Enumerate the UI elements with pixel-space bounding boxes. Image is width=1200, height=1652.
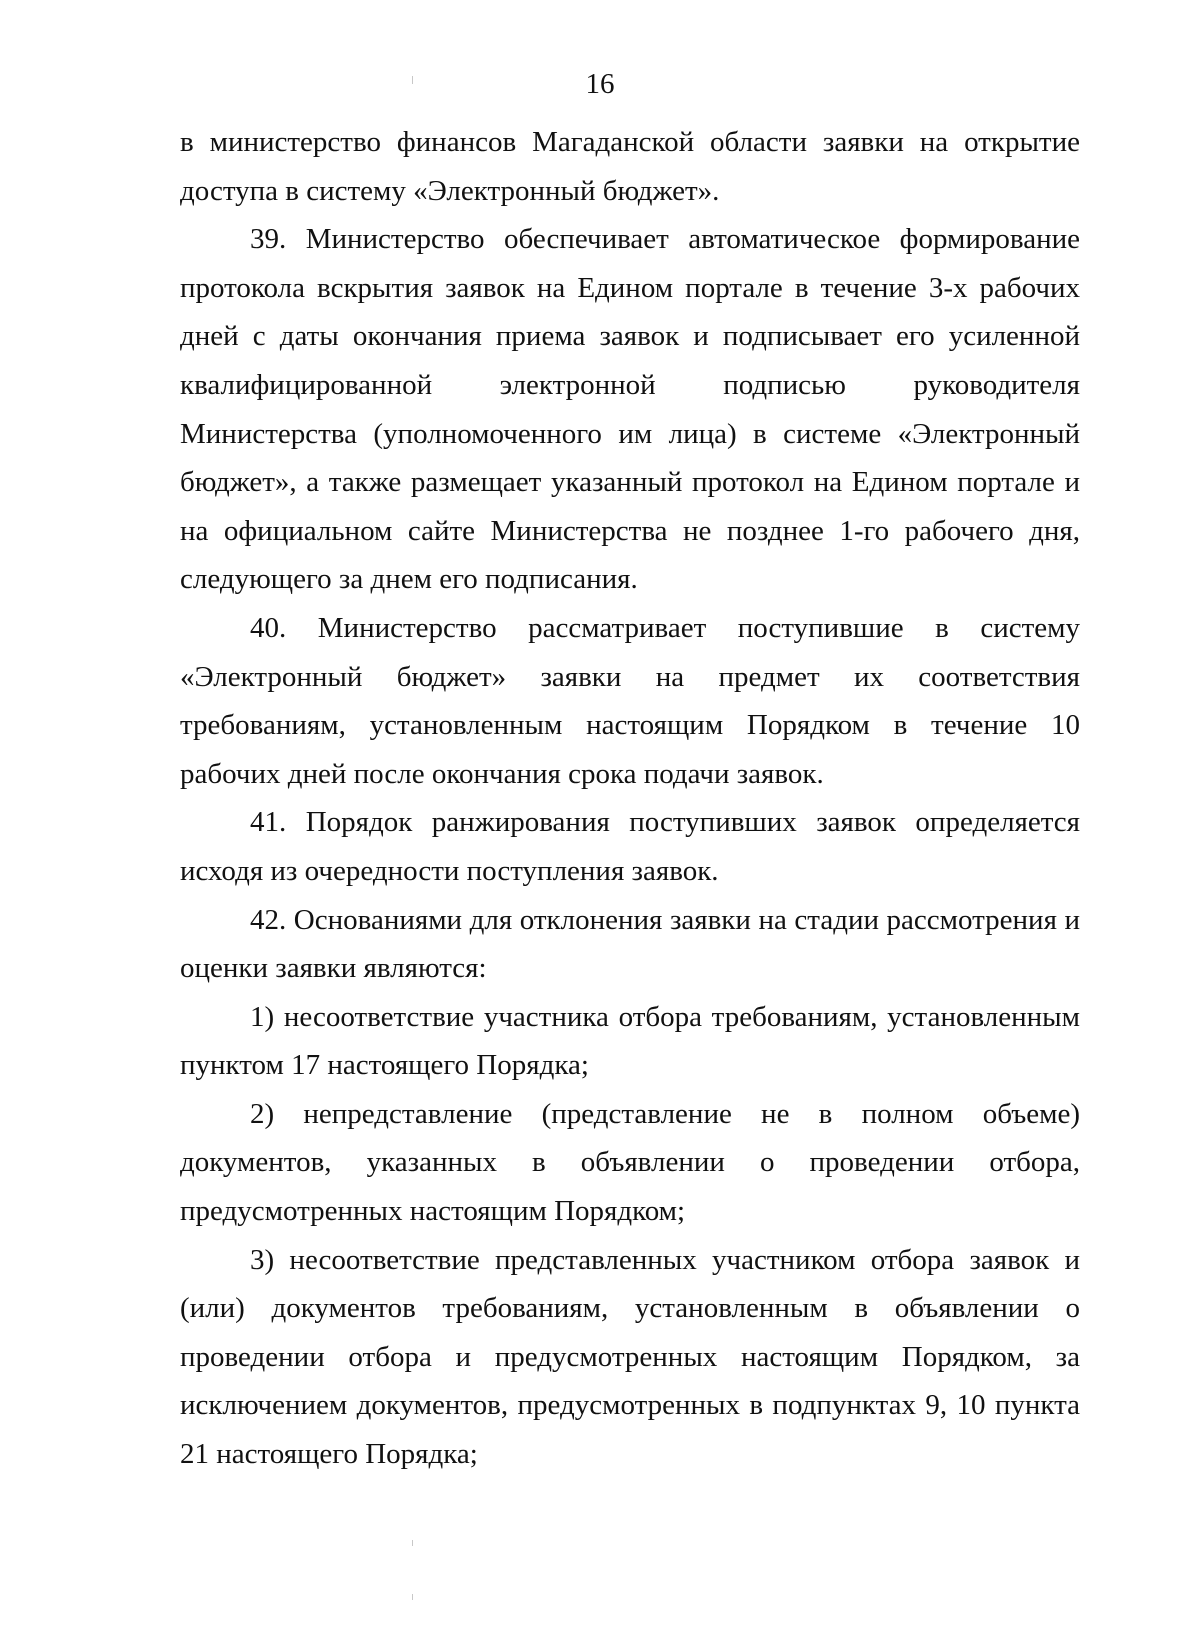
scan-artifact (412, 1540, 413, 1546)
paragraph-41: 41. Порядок ранжирования поступивших заявок определяется исходя из очередности поступления заявок. (180, 806, 1080, 887)
paragraph-42-item-2: 2) непредставление (представление не в полном объеме) документов, указанных в объявлении о проведении отбора, предусмотренных настоящим Порядком; (180, 1097, 1080, 1228)
scan-artifact (412, 76, 413, 84)
scan-artifact (412, 1594, 413, 1600)
paragraph-42-item-1: 1) несоответствие участника отбора требованиям, установленным пунктом 17 настоящего Порядка; (180, 1000, 1080, 1082)
document-body (180, 118, 1080, 1479)
paragraph-42: 42. Основаниями для отклонения заявки на стадии рассмотрения и оценки заявки являются: (180, 903, 1080, 985)
paragraph-42-item-3: 3) несоответствие представленных участником отбора заявок и (или) документов требованиям, установленным в объявлении о проведении отбора и предусмотренных настоящим Порядком, за исключением документов, предусмотренных в подпунктах 9, 10 пункта 21 настоящего Порядка; (180, 1243, 1080, 1471)
paragraph-continued: в министерство финансов Магаданской области заявки на открытие доступа в систему «Электронный бюджет». (180, 126, 1080, 207)
page-number: 16 (585, 68, 615, 100)
paragraph-39: 39. Министерство обеспечивает автоматическое формирование протокола вскрытия заявок на Едином портале в течение 3-х рабочих дней с даты окончания приема заявок и подписывает его усиленной квалифицированной электронной подписью руководителя Министерства (уполномоченного им лица) в системе «Электронный бюджет», а также размещает указанный протокол на Едином портале и на официальном сайте Министерства не позднее 1-го рабочего дня, следующего за днем его подписания. (180, 223, 1080, 596)
paragraph-40: 40. Министерство рассматривает поступившие в систему «Электронный бюджет» заявки на предмет их соответствия требованиям, установленным настоящим Порядком в течение 10 рабочих дней после окончания срока подачи заявок. (180, 611, 1080, 790)
